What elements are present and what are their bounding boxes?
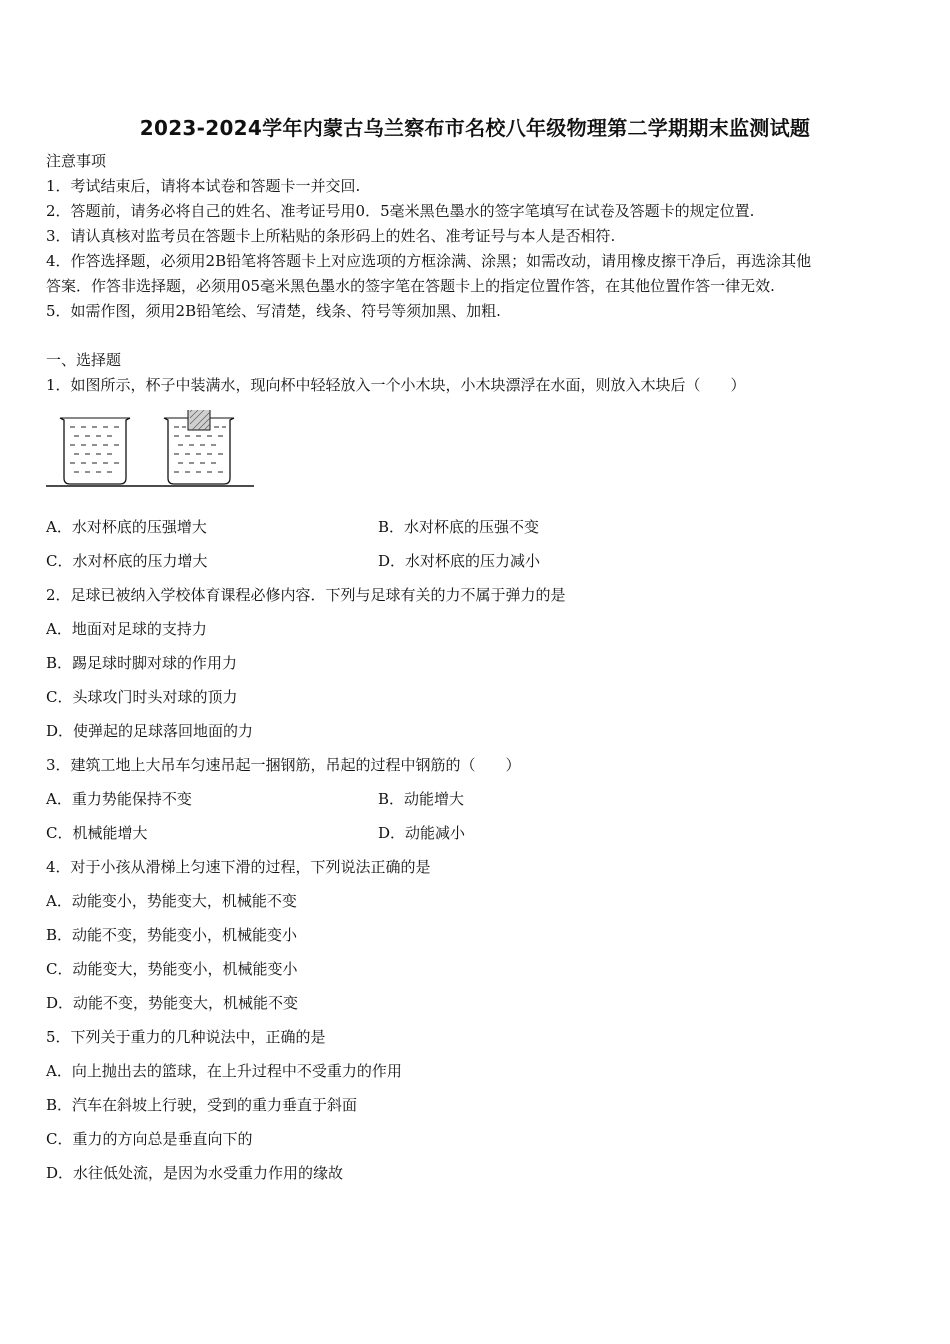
option-d: D．水对杯底的压力减小 (378, 552, 541, 570)
notice-item: 答案．作答非选择题，必须用05毫米黑色墨水的签字笔在答题卡上的指定位置作答，在其他位置作答一律无效. (46, 277, 775, 295)
notice-heading: 注意事项 (46, 152, 107, 170)
option-b: B．踢足球时脚对球的作用力 (46, 654, 238, 672)
page-title: 2023-2024学年内蒙古乌兰察布市名校八年级物理第二学期期末监测试题 (139, 116, 811, 140)
notice-item: 5．如需作图，须用2B铅笔绘、写清楚，线条、符号等须加黑、加粗. (46, 302, 501, 320)
question-stem-5: 5．下列关于重力的几种说法中，正确的是 (46, 1028, 326, 1046)
option-d: D．使弹起的足球落回地面的力 (46, 722, 254, 740)
cups-figure (44, 410, 259, 490)
question-stem-2: 2．足球已被纳入学校体育课程必修内容．下列与足球有关的力不属于弹力的是 (46, 586, 566, 604)
option-a: A．动能变小，势能变大，机械能不变 (46, 892, 297, 910)
option-c: C．水对杯底的压力增大 (46, 552, 208, 570)
option-a: A．向上抛出去的篮球，在上升过程中不受重力的作用 (46, 1062, 402, 1080)
option-c: C．重力的方向总是垂直向下的 (46, 1130, 253, 1148)
cup-with-wood-block (164, 410, 234, 484)
option-b: B．水对杯底的压强不变 (378, 518, 540, 536)
option-c: C．机械能增大 (46, 824, 148, 842)
option-b: B．汽车在斜坡上行驶，受到的重力垂直于斜面 (46, 1096, 358, 1114)
option-c: C．动能变大，势能变小，机械能变小 (46, 960, 298, 978)
question-stem-3: 3．建筑工地上大吊车匀速吊起一捆钢筋，吊起的过程中钢筋的（ ） (46, 756, 521, 774)
option-d: D．动能减小 (378, 824, 466, 842)
option-a: A．重力势能保持不变 (46, 790, 192, 808)
question-stem-4: 4．对于小孩从滑梯上匀速下滑的过程，下列说法正确的是 (46, 858, 431, 876)
option-b: B．动能增大 (378, 790, 465, 808)
notice-item: 1．考试结束后，请将本试卷和答题卡一并交回. (46, 177, 361, 195)
option-c: C．头球攻门时头对球的顶力 (46, 688, 238, 706)
notice-item: 3．请认真核对监考员在答题卡上所粘贴的条形码上的姓名、准考证号与本人是否相符. (46, 227, 616, 245)
notice-item: 2．答题前，请务必将自己的姓名、准考证号用0．5毫米黑色墨水的签字笔填写在试卷及答题卡的规定位置. (46, 202, 755, 220)
section-heading: 一、选择题 (46, 351, 122, 369)
option-d: D．水往低处流，是因为水受重力作用的缘故 (46, 1164, 344, 1182)
cup-full-of-water (60, 418, 130, 484)
option-b: B．动能不变，势能变小，机械能变小 (46, 926, 298, 944)
option-a: A．地面对足球的支持力 (46, 620, 207, 638)
question-stem-1: 1．如图所示，杯子中装满水，现向杯中轻轻放入一个小木块，小木块漂浮在水面，则放入木块后（ ） (46, 376, 746, 394)
option-d: D．动能不变，势能变大，机械能不变 (46, 994, 299, 1012)
option-a: A．水对杯底的压强增大 (46, 518, 207, 536)
notice-item: 4．作答选择题，必须用2B铅笔将答题卡上对应选项的方框涂满、涂黑；如需改动，请用橡皮擦干净后，再选涂其他 (46, 252, 812, 270)
